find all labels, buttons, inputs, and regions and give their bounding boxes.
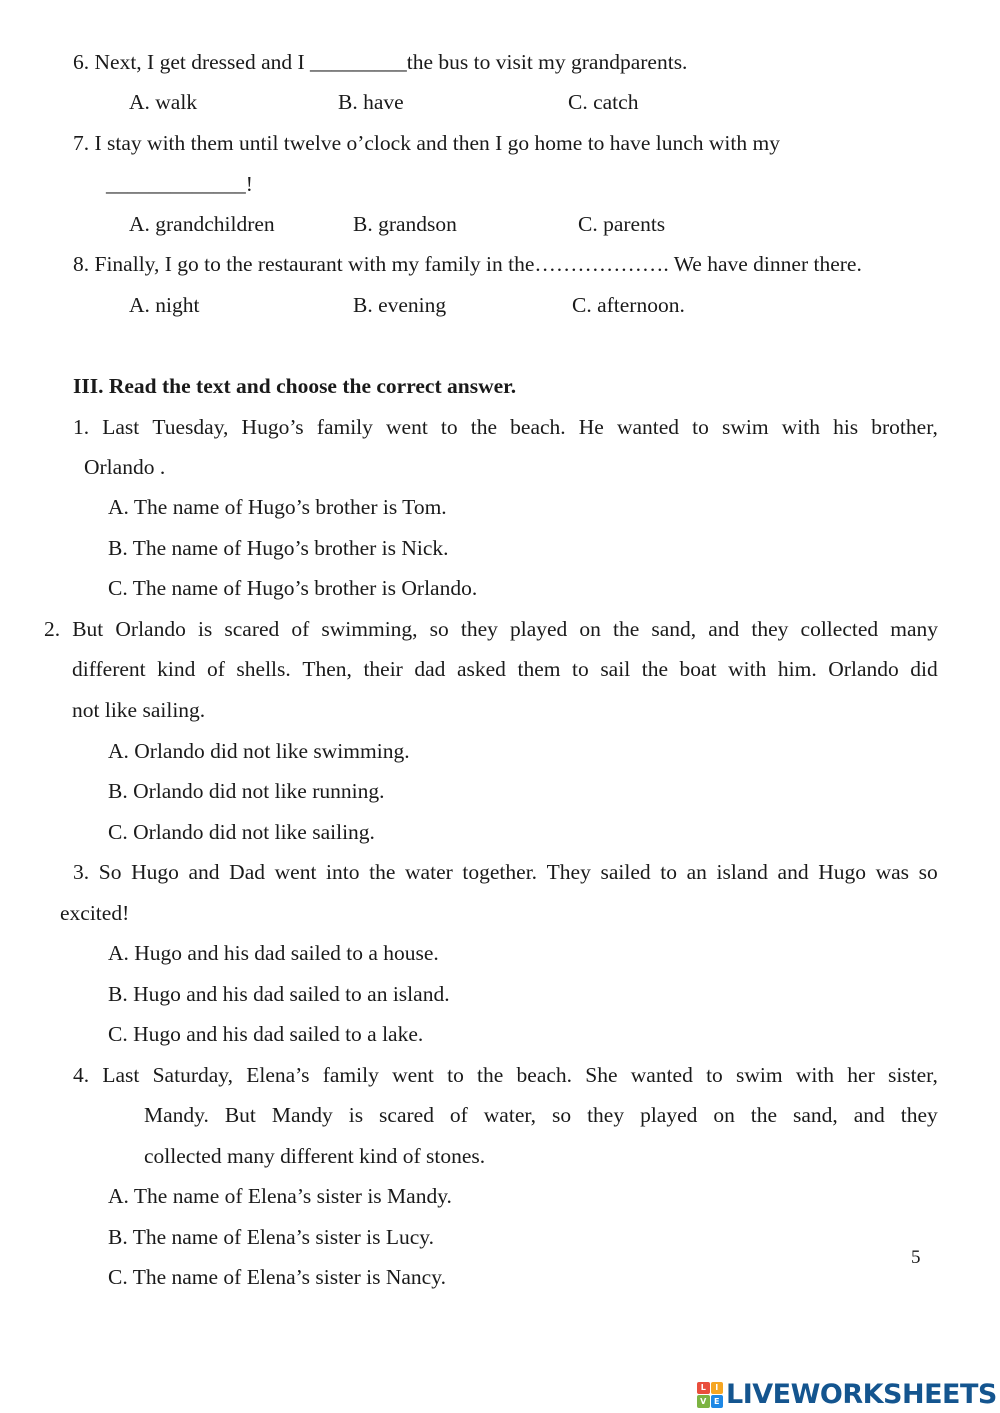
p1-option-b[interactable]: B. The name of Hugo’s brother is Nick. xyxy=(108,536,449,560)
passage-1-line-2: Orlando . xyxy=(84,455,166,479)
liveworksheets-logo-icon xyxy=(697,1382,723,1408)
passage-3-line-2: excited! xyxy=(60,901,130,925)
passage-1-line-1: 1. Last Tuesday, Hugo’s family went to the beach. He wanted to swim with his brother, xyxy=(73,415,938,439)
q7-option-a[interactable]: A. grandchildren xyxy=(129,212,275,236)
question-6-stem: 6. Next, I get dressed and I _________the bus to visit my grandparents. xyxy=(73,50,688,74)
page-number: 5 xyxy=(911,1247,921,1268)
q7-option-b[interactable]: B. grandson xyxy=(353,212,457,236)
q6-option-a[interactable]: A. walk xyxy=(129,90,198,114)
logo-letter-l: L xyxy=(697,1382,710,1395)
p2-option-c[interactable]: C. Orlando did not like sailing. xyxy=(108,820,375,844)
q8-option-a[interactable]: A. night xyxy=(129,293,200,317)
p4-option-a[interactable]: A. The name of Elena’s sister is Mandy. xyxy=(108,1184,452,1208)
p4-option-b[interactable]: B. The name of Elena’s sister is Lucy. xyxy=(108,1225,435,1249)
q8-option-c[interactable]: C. afternoon. xyxy=(572,293,685,317)
q8-option-b[interactable]: B. evening xyxy=(353,293,447,317)
liveworksheets-brand: LIVEWORKSHEETS xyxy=(726,1379,997,1410)
p3-option-b[interactable]: B. Hugo and his dad sailed to an island. xyxy=(108,982,450,1006)
p3-option-a[interactable]: A. Hugo and his dad sailed to a house. xyxy=(108,941,439,965)
question-7-stem: 7. I stay with them until twelve o’clock and then I go home to have lunch with my xyxy=(73,131,780,155)
passage-3-line-1: 3. So Hugo and Dad went into the water together. They sailed to an island and Hugo was so xyxy=(73,860,938,884)
q7-option-c[interactable]: C. parents xyxy=(578,212,666,236)
passage-2-line-3: not like sailing. xyxy=(72,698,206,722)
passage-2-line-1: 2. But Orlando is scared of swimming, so they played on the sand, and they collected many xyxy=(44,617,938,641)
question-7-blank[interactable]: _____________! xyxy=(106,172,253,196)
passage-4-line-2: Mandy. But Mandy is scared of water, so they played on the sand, and they xyxy=(144,1103,938,1127)
logo-letter-e: E xyxy=(711,1395,724,1408)
question-8-stem: 8. Finally, I go to the restaurant with my family in the………………. We have dinner there. xyxy=(73,252,862,276)
q6-option-b[interactable]: B. have xyxy=(338,90,404,114)
passage-4-line-3: collected many different kind of stones. xyxy=(144,1144,486,1168)
passage-4-line-1: 4. Last Saturday, Elena’s family went to the beach. She wanted to swim with her sister, xyxy=(73,1063,938,1087)
section-3-heading: III. Read the text and choose the correct answer. xyxy=(73,374,517,398)
q6-option-c[interactable]: C. catch xyxy=(568,90,639,114)
p1-option-a[interactable]: A. The name of Hugo’s brother is Tom. xyxy=(108,495,447,519)
p4-option-c[interactable]: C. The name of Elena’s sister is Nancy. xyxy=(108,1265,446,1289)
logo-letter-v: V xyxy=(697,1395,710,1408)
liveworksheets-watermark xyxy=(697,1379,997,1410)
p1-option-c[interactable]: C. The name of Hugo’s brother is Orlando. xyxy=(108,576,478,600)
p3-option-c[interactable]: C. Hugo and his dad sailed to a lake. xyxy=(108,1022,424,1046)
p2-option-a[interactable]: A. Orlando did not like swimming. xyxy=(108,739,410,763)
passage-2-line-2: different kind of shells. Then, their dad asked them to sail the boat with him. Orlando did xyxy=(72,657,938,681)
p2-option-b[interactable]: B. Orlando did not like running. xyxy=(108,779,385,803)
logo-letter-i: I xyxy=(711,1382,724,1395)
